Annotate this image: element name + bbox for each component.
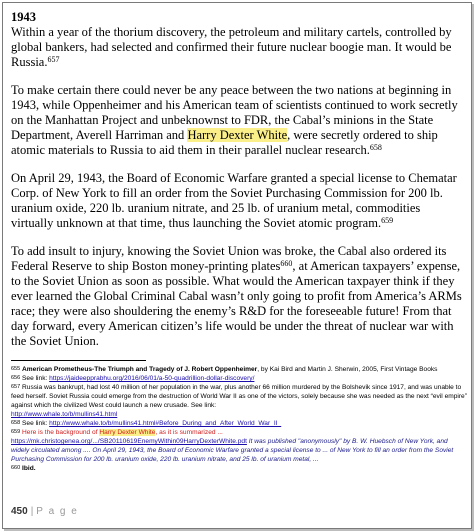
footnote-text: , by Kai Bird and Martin J. Sherwin, 2005, First Vintage Books: [257, 366, 438, 373]
footnote-link[interactable]: https://mk.christogenea.org/.../SB20110619EnemyWithin09HarryDexterWhite.pdt: [11, 438, 247, 445]
footnote-text: Ibid.: [22, 465, 36, 472]
highlighted-name: Harry Dexter White: [99, 429, 156, 436]
footnote-book-title: American Prometheus-The Triumph and Tragedy of J. Robert Oppenheimer: [22, 366, 258, 373]
paragraph-text: To add insult to injury, knowing the Soviet Union was broke, the Cabal also ordered its Federal Reserve to ship Boston money-printing plates: [11, 244, 447, 273]
footnote-ref[interactable]: 657: [47, 55, 60, 64]
paragraph-text: , at American taxpayers’ expense, to the Soviet Union as soon as possible. What would the American taxpayer think if they ever learned the Global Criminal Cabal wasn’t only going to profit from America’s ARMs race; they were also shouldering the enemy’s R&D for the foreseeable future! From that day forward, every American citizen’s life would be under the threat of nuclear war with the Soviet Union.: [11, 259, 462, 348]
page-label: P a g e: [36, 506, 79, 517]
footnote-number: 660: [11, 465, 21, 471]
footnote-655: [11, 365, 467, 374]
footnote-link[interactable]: http://www.whale.to/b/mullins41.html: [11, 411, 118, 418]
paragraph-4: [11, 244, 463, 349]
paragraph-text: On April 29, 1943, the Board of Economic Warfare granted a special license to Chematar Corp. of New York to fill an order from the Soviet Purchasing Commission for 200 lb. uranium oxide, 220 lb. uranium nitrate, and 25 lb. of uranium metal, commodities virtually unknown at that time, thus launching the Soviet atomic program.: [11, 171, 457, 230]
highlighted-name: Harry Dexter White: [187, 128, 288, 142]
footnote-number: 655: [11, 366, 21, 372]
footnote-text: See link:: [22, 375, 50, 382]
footnote-link[interactable]: http://www.whale.to/b/mullins41.html#Before_During_and_After_World_War_II_: [49, 420, 282, 427]
paragraph-text: Within a year of the thorium discovery, the petroleum and military cartels, controlled by global bankers, had selected and confirmed their future nuclear boogie man. It would be Russia.: [11, 25, 452, 69]
footnote-ref[interactable]: 659: [381, 216, 394, 225]
footnote-quote: It was published "anonymously" by B. W. Huebsch of New York, and widely circulated among .... On April 29, 1943, the Board of Economic Warfare granted a special license to ... of New York to fill an order from the Soviet Purchasing Commission for 200 lb. uranium oxide, 220 lb. uranium nitrate, and 25 lb. of uranium metal, ...: [11, 438, 454, 463]
footnote-link[interactable]: https://jaideepprabhu.org/2016/06/01/a-50-quadrillion-dollar-discovery/: [49, 375, 255, 382]
footnote-658: [11, 419, 467, 428]
section-heading: 1943: [11, 10, 36, 24]
footer-separator: |: [30, 506, 34, 517]
paragraph-3: [11, 171, 463, 231]
paragraph-text: , were secretly ordered to ship atomic materials to Russia to aid them in their parallel nuclear research.: [11, 128, 438, 157]
footnote-number: 656: [11, 375, 21, 381]
paragraph-text: To make certain there could never be any peace between the two nations at beginning in 1943, while Oppenheimer and his American team of scientists continued to work secretly on the Manhattan Project and unbeknownst to FDR, the Cabal’s minions in the State Department, Averell Harriman and: [11, 83, 458, 142]
paragraph-1: [11, 25, 463, 70]
footnote-ref[interactable]: 658: [369, 143, 382, 152]
footnote-660: [11, 464, 467, 473]
footnote-text: See link:: [22, 420, 50, 427]
page-number: 450: [11, 506, 28, 517]
footnote-number: 659: [11, 429, 21, 435]
footnotes: [11, 365, 467, 473]
footnote-number: 657: [11, 384, 21, 390]
paragraph-2: [11, 83, 463, 158]
footnote-text: Here is the background of: [22, 429, 100, 436]
footnote-text: Russia was bankrupt, had lost 40 million of her population in the war, plus another 66 million murdered by the Bolshevik since 1917, and was unable to feed herself. Soviet Russia could emerge from the destruction of World War II as one of the victors, solely because she was needed as the next “evil empire” against which the civilized West could launch a new crusade. See link:: [11, 384, 467, 409]
main-text: [11, 10, 463, 362]
footnote-divider: [11, 360, 146, 361]
footnote-ref[interactable]: 660: [280, 259, 293, 268]
footnote-656: [11, 374, 467, 383]
footnote-659: [11, 428, 467, 464]
footnote-657: [11, 383, 467, 419]
document-page: [2, 2, 472, 529]
footnote-number: 658: [11, 420, 21, 426]
page-footer: [11, 506, 78, 517]
footnote-text: , as it is summarized ...: [155, 429, 223, 436]
